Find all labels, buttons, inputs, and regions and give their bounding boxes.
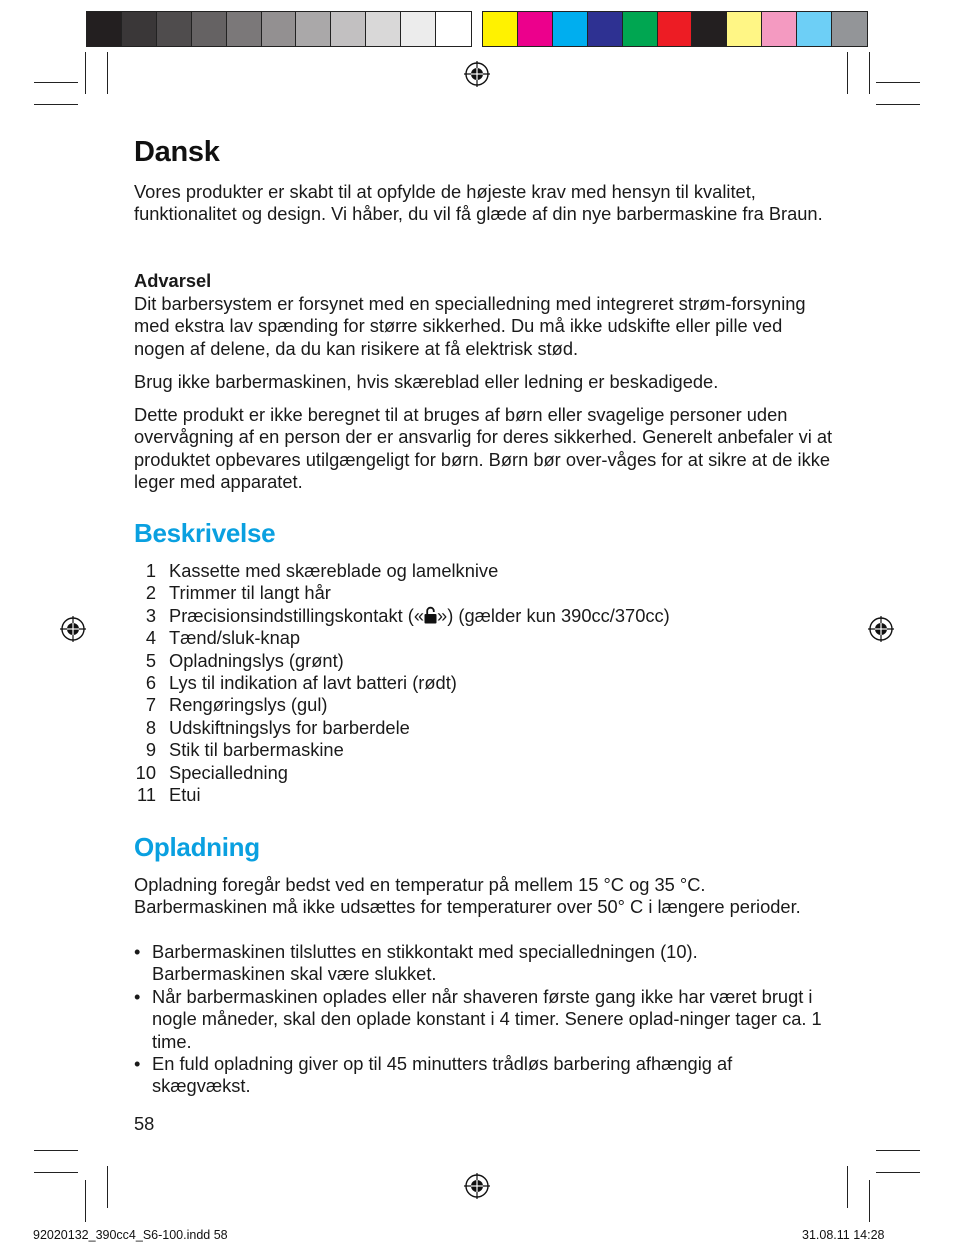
item-number: 1 — [145, 560, 156, 581]
color-swatch — [157, 12, 192, 46]
page-title: Dansk — [134, 136, 220, 168]
color-swatch — [262, 12, 297, 46]
item-text: Etui — [169, 784, 201, 806]
crop-mark — [876, 1172, 920, 1173]
description-list — [134, 560, 670, 806]
color-swatch — [832, 12, 867, 46]
item-text: Opladningslys (grønt) — [169, 649, 344, 671]
color-swatch — [122, 12, 157, 46]
crop-mark — [34, 82, 78, 83]
description-item — [134, 627, 670, 649]
item-number: 10 — [135, 761, 156, 783]
color-swatch — [588, 12, 623, 46]
color-swatch — [192, 12, 227, 46]
bullet-text: En fuld opladning giver op til 45 minutters trådløs barbering afhængig af skægvækst. — [152, 1053, 733, 1097]
registration-mark-icon — [59, 615, 87, 643]
color-swatch — [483, 12, 518, 46]
item-text — [169, 605, 670, 627]
color-swatch — [623, 12, 658, 46]
footer-timestamp: 31.08.11 14:28 — [802, 1228, 885, 1242]
registration-mark-icon — [463, 60, 491, 88]
color-swatch — [797, 12, 832, 46]
item-number: 3 — [145, 604, 156, 626]
description-item — [134, 605, 670, 627]
color-swatch — [518, 12, 553, 46]
item-text-before-icon: Præcisionsindstillingskontakt (« — [169, 604, 425, 626]
crop-mark — [876, 82, 920, 83]
warning-paragraph-1: Dit barbersystem er forsynet med en specialledning med integreret strøm-forsyning med ekstra lav spænding for større sikkerhed. Du må ikke udskifte eller pille ved nogen af delene, da du kan risikere at få elektrisk stød. — [134, 293, 806, 359]
item-number: 5 — [145, 649, 156, 671]
color-swatch — [436, 12, 471, 46]
description-item — [134, 717, 670, 739]
crop-mark — [876, 104, 920, 105]
color-swatch — [553, 12, 588, 46]
bullet-text: Barbermaskinen tilsluttes en stikkontakt med specialledningen (10). Barbermaskinen skal være slukket. — [152, 941, 698, 985]
item-number: 7 — [145, 694, 156, 716]
padlock-icon — [424, 606, 437, 624]
description-item — [134, 650, 670, 672]
color-swatch — [331, 12, 366, 46]
charging-heading: Opladning — [134, 832, 260, 862]
item-text: Trimmer til langt hår — [169, 582, 331, 604]
description-item — [134, 739, 670, 761]
crop-mark — [869, 1180, 870, 1222]
crop-mark — [34, 104, 78, 105]
registration-mark-icon — [867, 615, 895, 643]
charging-bullet-item — [134, 986, 834, 1053]
crop-mark — [107, 52, 108, 94]
color-swatch — [658, 12, 693, 46]
item-text-after-icon: ») (gælder kun 390cc/370cc) — [437, 604, 670, 626]
item-number: 2 — [145, 582, 156, 604]
item-number: 6 — [145, 672, 156, 694]
process-color-bar — [482, 11, 868, 47]
crop-mark — [847, 52, 848, 94]
charging-bullet-item — [134, 941, 834, 986]
description-item — [134, 784, 670, 806]
crop-mark — [107, 1166, 108, 1208]
item-text: Rengøringslys (gul) — [169, 694, 328, 716]
item-text: Udskiftningslys for barberdele — [169, 716, 410, 738]
bullet-marker: • — [134, 1053, 141, 1075]
warning-paragraph-2: Brug ikke barbermaskinen, hvis skæreblad eller ledning er beskadigede. — [134, 371, 719, 392]
description-heading: Beskrivelse — [134, 518, 276, 548]
crop-mark — [869, 52, 870, 94]
description-item — [134, 672, 670, 694]
color-swatch — [227, 12, 262, 46]
color-swatch — [692, 12, 727, 46]
item-text: Lys til indikation af lavt batteri (rødt) — [169, 672, 457, 694]
crop-mark — [34, 1172, 78, 1173]
crop-mark — [847, 1166, 848, 1208]
page-number: 58 — [134, 1113, 155, 1134]
color-swatch — [366, 12, 401, 46]
color-swatch — [401, 12, 436, 46]
footer-file-info: 92020132_390cc4_S6-100.indd 58 — [33, 1228, 228, 1242]
item-number: 11 — [137, 784, 156, 806]
crop-mark — [85, 52, 86, 94]
crop-mark — [34, 1150, 78, 1151]
intro-paragraph: Vores produkter er skabt til at opfylde de højeste krav med hensyn til kvalitet, funktionalitet og design. Vi håber, du vil få glæde af din nye barbermaskine fra Braun. — [134, 181, 823, 225]
description-item — [134, 582, 670, 604]
charging-intro: Opladning foregår bedst ved en temperatur på mellem 15 °C og 35 °C. Barbermaskinen må ikke udsættes for temperaturer over 50° C i længere perioder. — [134, 874, 801, 918]
warning-heading: Advarsel — [134, 270, 212, 291]
bullet-marker: • — [134, 941, 141, 962]
color-swatch — [296, 12, 331, 46]
charging-bullet-item — [134, 1053, 834, 1098]
color-swatch — [87, 12, 122, 46]
registration-mark-icon — [463, 1172, 491, 1200]
crop-mark — [876, 1150, 920, 1151]
item-text: Tænd/sluk-knap — [169, 627, 301, 649]
description-item — [134, 762, 670, 784]
item-text: Stik til barbermaskine — [169, 739, 344, 761]
description-item — [134, 694, 670, 716]
bullet-marker: • — [134, 985, 141, 1007]
warning-paragraph-3: Dette produkt er ikke beregnet til at bruges af børn eller svagelige personer uden overvågning af en person der er ansvarlig for deres sikkerhed. Generelt anbefaler vi at produktet opbevares utilgængeligt for børn. Børn bør over-våges for at sikre at de ikke leger med apparatet. — [134, 404, 833, 493]
item-number: 9 — [145, 739, 156, 761]
item-text: Kassette med skæreblade og lamelknive — [169, 560, 499, 581]
description-item — [134, 560, 670, 582]
item-text: Specialledning — [169, 761, 288, 783]
item-number: 8 — [145, 716, 156, 738]
crop-mark — [85, 1180, 86, 1222]
color-swatch — [762, 12, 797, 46]
grayscale-color-bar — [86, 11, 472, 47]
color-swatch — [727, 12, 762, 46]
item-number: 4 — [145, 627, 156, 649]
charging-bullet-list — [134, 941, 834, 1098]
bullet-text: Når barbermaskinen oplades eller når shaveren første gang ikke har været brugt i nogle måneder, skal den oplade konstant i 4 timer. Senere oplad-ninger tager ca. 1 time. — [152, 985, 822, 1052]
